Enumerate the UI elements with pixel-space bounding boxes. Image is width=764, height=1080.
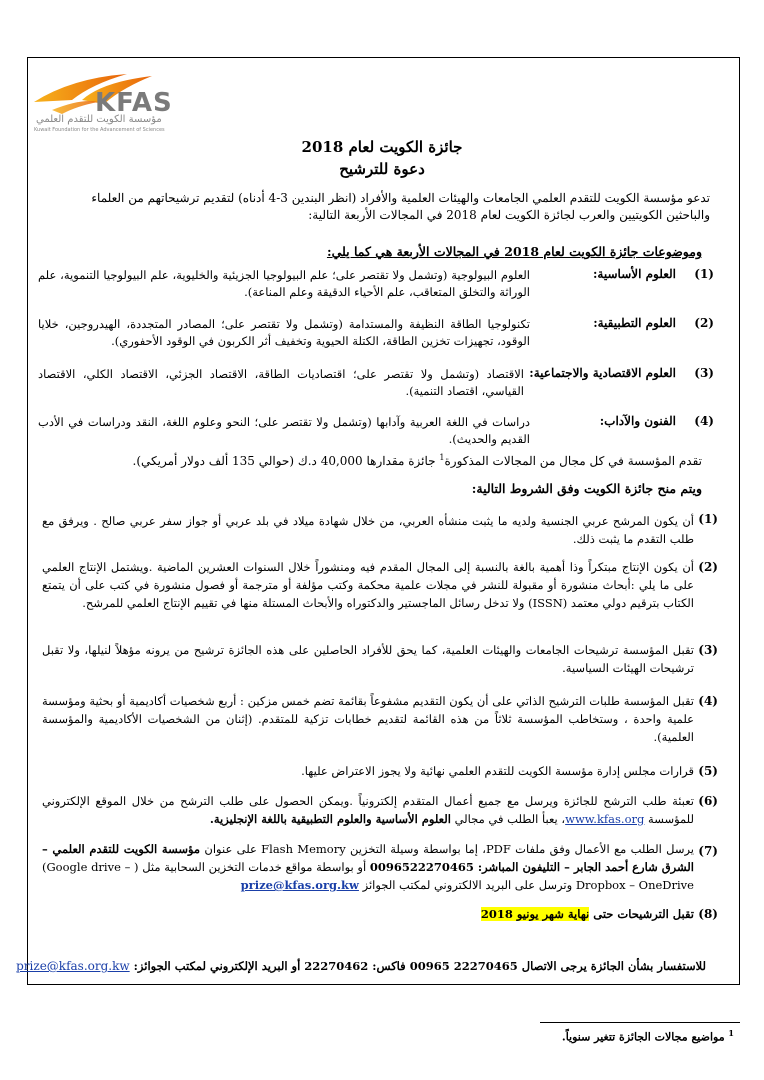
- condition-text: أن يكون الإنتاج مبتكراً وذا أهمية بالغة بالنسبة إلى المجال المقدم فيه ومنشوراً خلال السنوات العشرين الماضية .ويشتمل الإنتاج العلمي على ما يلي :أبحاث منشورة أو مقبولة للنشر في مجلات علمية محكمة وكتب مؤلفة أو مترجمة أو فصول منشورة في كتب على أن يتمتع الكتاب بترقيم دولي معتمد (ISSN) ولا تدخل رسائل الماجستير والدكتوراه والأبحاث المستلة منها في تقييم الإنتاج العلمي للمرشح.: [42, 560, 694, 610]
- prize-line-start: تقدم المؤسسة في كل مجال من المجالات المذكورة: [444, 454, 702, 468]
- contact-text: للاستفسار بشأن الجائزة يرجى الاتصال 22270465 00965 فاكس: 22270462 أو البريد الإلكتروني لمكتب الجوائز:: [133, 959, 706, 973]
- condition-text-part: تقبل الترشيحات حتى: [589, 907, 694, 921]
- footnote-marker: 1: [728, 1028, 734, 1038]
- field-title: الفنون والآداب:: [599, 414, 676, 428]
- condition-text-part: أو بواسطة مواقع خدمات التخزين السحابية مثل ( – Google drive) Dropbox – OneDrive وترسل على البريد الالكتروني لمكتب الجوائز: [42, 860, 694, 892]
- condition-text-part: تعبئة طلب الترشح للجائزة ويرسل مع جميع أعمال المتقدم إلكترونياً .ويمكن الحصول على طلب الترشح من خلال الموقع الإلكتروني للمؤسسة: [42, 794, 694, 826]
- condition-number: (3): [698, 643, 718, 657]
- condition-text: [42, 792, 694, 828]
- condition-text: تقبل المؤسسة ترشيحات الجامعات والهيئات العلمية، كما يحق للأفراد الحاصلين على هذه الجائزة ترشيح من يرونه مؤهلاً لنيلها، ولا تقبل ترشيحات الهيئات السياسية.: [42, 643, 694, 675]
- field-description: دراسات في اللغة العربية وآدابها (وتشمل ولا تقتصر على؛ النحو وعلوم اللغة، النقد ودراسات في الأدب القديم والحديث).: [38, 415, 530, 446]
- logo-text: KFAS: [95, 88, 173, 118]
- condition-number: (8): [698, 907, 718, 921]
- prize-email-link[interactable]: prize@kfas.org.kw: [240, 878, 359, 892]
- page-title: جائزة الكويت لعام 2018: [301, 138, 463, 156]
- footnote-ref: 1: [439, 453, 445, 462]
- footnote-text: مواضيع مجالات الجائزة تتغير سنوياً.: [561, 1030, 729, 1044]
- fields-heading: وموضوعات جائزة الكويت لعام 2018 في المجالات الأربعة هي كما يلي:: [326, 244, 702, 259]
- field-number: (4): [694, 414, 714, 428]
- field-description: الاقتصاد (وتشمل ولا تقتصر على؛ اقتصاديات الطاقة، الاقتصاد الجزئي، الاقتصاد الكلي، الاقتصاد القياسي، اقتصاد التنمية).: [38, 367, 524, 398]
- condition-number: (4): [698, 694, 718, 708]
- field-description: العلوم البيولوجية (وتشمل ولا تقتصر على؛ علم البيولوجيا الجزيئية والخليوية، علم البيولوجيا التنموية، علم الوراثة والتخلق المتعاقب، علم الأحياء الدقيقة وعلم المناعة).: [38, 268, 530, 299]
- footnote-divider: [540, 1022, 740, 1023]
- kfas-website-link[interactable]: www.kfas.org: [565, 812, 645, 826]
- contact-line: [16, 958, 706, 975]
- condition-text: قرارات مجلس إدارة مؤسسة الكويت للتقدم العلمي نهائية ولا يجوز الاعتراض عليها.: [301, 764, 694, 778]
- condition-number: (6): [698, 794, 718, 808]
- prize-line-end: جائزة مقدارها 40,000 د.ك (حوالي 135 ألف دولار أمريكي).: [132, 454, 440, 468]
- condition-text-part: يرسل الطلب مع الأعمال وفق ملفات PDF، إما بواسطة وسيلة التخزين Flash Memory على عنوان: [200, 842, 695, 856]
- field-title: العلوم الأساسية:: [593, 267, 676, 281]
- field-number: (3): [694, 366, 714, 380]
- prize-amount-line: [133, 449, 702, 470]
- field-number: (2): [694, 316, 714, 330]
- contact-email-link[interactable]: prize@kfas.org.kw: [16, 959, 130, 973]
- condition-text: أن يكون المرشح عربي الجنسية ولديه ما يثبت منشأه العربي، من خلال شهادة ميلاد في بلد عربي أو جواز سفر عربي صالح . ويرفق مع طلب التقدم ما يثبت ذلك.: [42, 514, 694, 546]
- condition-bold-text: العلوم الأساسية والعلوم التطبيقية باللغة الإنجليزية.: [209, 812, 451, 826]
- condition-number: (2): [698, 560, 718, 574]
- conditions-heading: ويتم منح جائزة الكويت وفق الشروط التالية:: [471, 481, 702, 496]
- condition-text: [42, 840, 694, 894]
- condition-number: (7): [698, 844, 718, 858]
- condition-text: [42, 905, 694, 923]
- field-number: (1): [694, 267, 714, 281]
- condition-text-part: ، يعبأ الطلب في مجالي: [450, 812, 566, 826]
- page-subtitle: دعوة للترشيح: [339, 160, 425, 178]
- deadline-highlight: نهاية شهر يونيو 2018: [480, 907, 590, 921]
- condition-bold-text: مؤسسة الكويت للتقدم العلمي – الشرق شارع أحمد الجابر – التليفون المباشر: 0096522270465: [42, 842, 694, 874]
- condition-text: تقبل المؤسسة طلبات الترشيح الذاتي على أن يكون التقديم مشفوعاً بقائمة تضم خمس مزكين : أربع شخصيات أكاديمية أو بحثية ومؤسسة علمية واحدة ، وستخاطب المؤسسة ثلاثاً من هذه القائمة لتقديم خطابات تزكية للمتقدم. (إثنان من الشخصيات الأكاديمية والمؤسسة العلمية).: [42, 694, 694, 744]
- logo-arabic-name: مؤسسة الكويت للتقدم العلمي: [36, 114, 162, 125]
- intro-paragraph: تدعو مؤسسة الكويت للتقدم العلمي الجامعات والهيئات العلمية والأفراد (انظر البندين 3-4 أدناه) لتقديم ترشيحاتهم من العلماء والباحثين الكويتيين والعرب لجائزة الكويت لعام 2018 في المجالات الأربعة التالية:: [91, 191, 710, 222]
- field-title: العلوم الاقتصادية والاجتماعية:: [529, 366, 676, 380]
- field-title: العلوم التطبيقية:: [593, 316, 676, 330]
- condition-number: (1): [698, 512, 718, 526]
- logo-english-name: Kuwait Foundation for the Advancement of Sciences: [34, 127, 165, 133]
- field-description: تكنولوجيا الطاقة النظيفة والمستدامة (وتشمل ولا تقتصر على؛ المصادر المتجددة، الهيدروجين، خلايا الوقود، تجهيزات تخزين الطاقة، الكتلة الحيوية وتخفيف أثر الكربون في الوقود الأحفوري).: [38, 317, 530, 348]
- footnote: [562, 1028, 734, 1044]
- condition-number: (5): [698, 764, 718, 778]
